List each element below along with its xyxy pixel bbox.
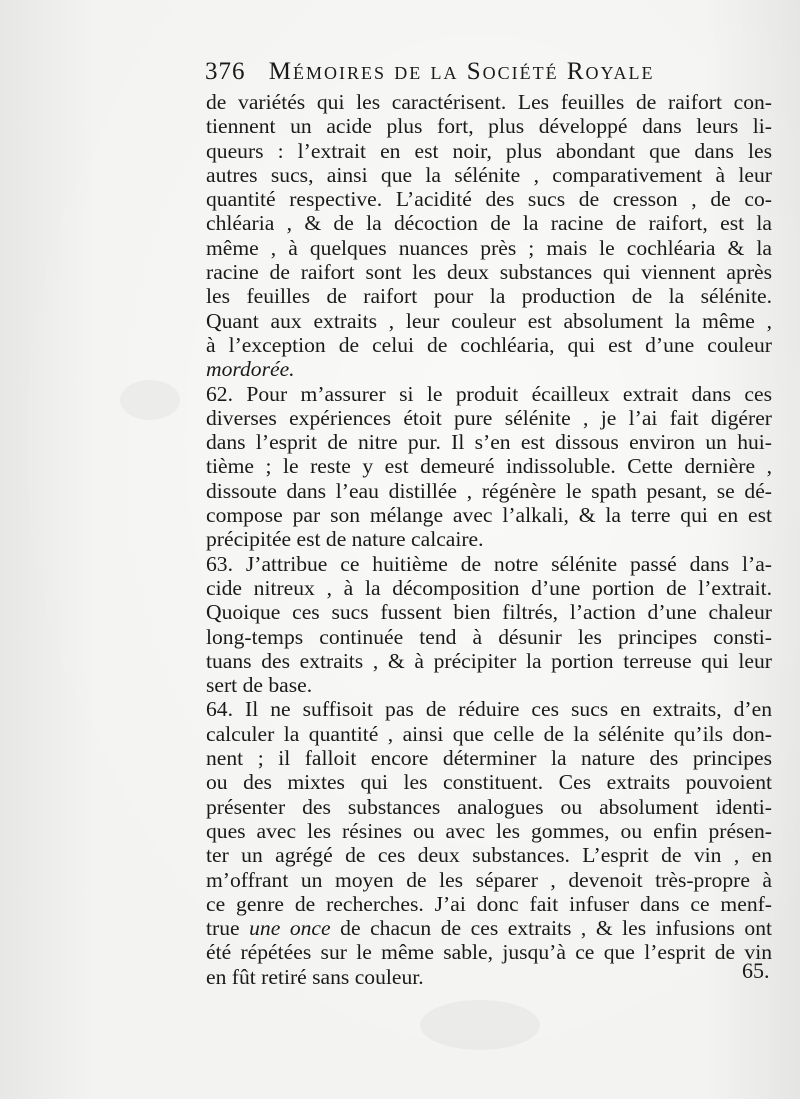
text-segment: de chacun de ces extraits , & les infusions ont bbox=[330, 916, 772, 941]
text-line: ques avec les résines ou avec les gommes, ou enfin présen- bbox=[206, 818, 772, 843]
text-line: en fût retiré sans couleur. bbox=[206, 964, 424, 989]
text-line: même , à quelques nuances près ; mais le cochléaria & la bbox=[206, 235, 772, 260]
text-line: racine de raifort sont les deux substances qui viennent après bbox=[206, 260, 772, 285]
text-line: ter un agrégé de ces deux substances. L’esprit de vin , en bbox=[206, 843, 772, 868]
text-line: compose par son mélange avec l’alkali, & la terre qui en est bbox=[206, 503, 772, 528]
text-line: Quoique ces sucs fussent bien filtrés, l’action d’une chaleur bbox=[206, 600, 772, 625]
text-line: précipitée est de nature calcaire. bbox=[206, 527, 484, 552]
text-line: ce genre de recherches. J’ai donc fait infuser dans ce menf- bbox=[206, 891, 772, 916]
text-line: queurs : l’extrait en est noir, plus abondant que dans les bbox=[206, 138, 772, 163]
text-line: Quant aux extraits , leur couleur est absolument la même , bbox=[206, 308, 772, 333]
text-line: dans l’esprit de nitre pur. Il s’en est dissous environ un hui- bbox=[206, 430, 772, 455]
text-line: chléaria , & de la décoction de la racine de raifort, est la bbox=[206, 211, 772, 236]
text-line: 64. Il ne suffisoit pas de réduire ces sucs en extraits, d’en bbox=[206, 697, 772, 722]
running-title: Mémoires de la Société Royale bbox=[268, 58, 655, 85]
text-line: calculer la quantité , ainsi que celle de la sélénite qu’ils don- bbox=[206, 721, 772, 746]
text-line: dissoute dans l’eau distillée , régénère le spath pesant, se dé- bbox=[206, 478, 772, 503]
text-line: autres sucs, ainsi que la sélénite , comparativement à leur bbox=[206, 162, 772, 187]
page-number: 376 bbox=[205, 58, 246, 85]
text-line: diverses expériences étoit pure sélénite , je l’ai fait digérer bbox=[206, 405, 772, 430]
text-line: nent ; il falloit encore déterminer la nature des principes bbox=[206, 746, 772, 771]
text-line: de variétés qui les caractérisent. Les feuilles de raifort con- bbox=[206, 90, 772, 114]
text-line: 62. Pour m’assurer si le produit écailleux extrait dans ces bbox=[206, 381, 772, 406]
body-text bbox=[206, 90, 772, 989]
text-line: été répétées sur le même sable, jusqu’à ce que l’esprit de vin bbox=[206, 940, 772, 965]
text-line: cide nitreux , à la décomposition d’une portion de l’extrait. bbox=[206, 575, 772, 600]
text-line: mordorée. bbox=[206, 357, 295, 382]
text-segment: true bbox=[206, 916, 250, 941]
italic-text: une once bbox=[249, 916, 331, 941]
text-line: présenter des substances analogues ou absolument identi- bbox=[206, 794, 772, 819]
text-line: tuans des extraits , & à précipiter la portion terreuse qui leur bbox=[206, 648, 772, 673]
text-line: à l’exception de celui de cochléaria, qui est d’une couleur bbox=[206, 332, 772, 357]
text-line: tiennent un acide plus fort, plus développé dans leurs li- bbox=[206, 114, 772, 139]
catchword: 65. bbox=[742, 958, 770, 983]
text-line: quantité respective. L’acidité des sucs de cresson , de co- bbox=[206, 187, 772, 212]
text-line: ou des mixtes qui les constituent. Ces extraits pouvoient bbox=[206, 770, 772, 795]
text-line: sert de base. bbox=[206, 673, 313, 698]
text-line: long-temps continuée tend à désunir les principes consti- bbox=[206, 624, 772, 649]
paper-stain bbox=[120, 380, 180, 420]
paper-stain bbox=[420, 1000, 540, 1050]
text-line: m’offrant un moyen de les séparer , devenoit très-propre à bbox=[206, 867, 772, 892]
text-line: les feuilles de raifort pour la production de la sélénite. bbox=[206, 284, 772, 309]
text-line bbox=[206, 916, 772, 940]
text-line: 63. J’attribue ce huitième de notre sélénite passé dans l’a- bbox=[206, 551, 772, 576]
text-line: tième ; le reste y est demeuré indissoluble. Cette dernière , bbox=[206, 454, 772, 479]
